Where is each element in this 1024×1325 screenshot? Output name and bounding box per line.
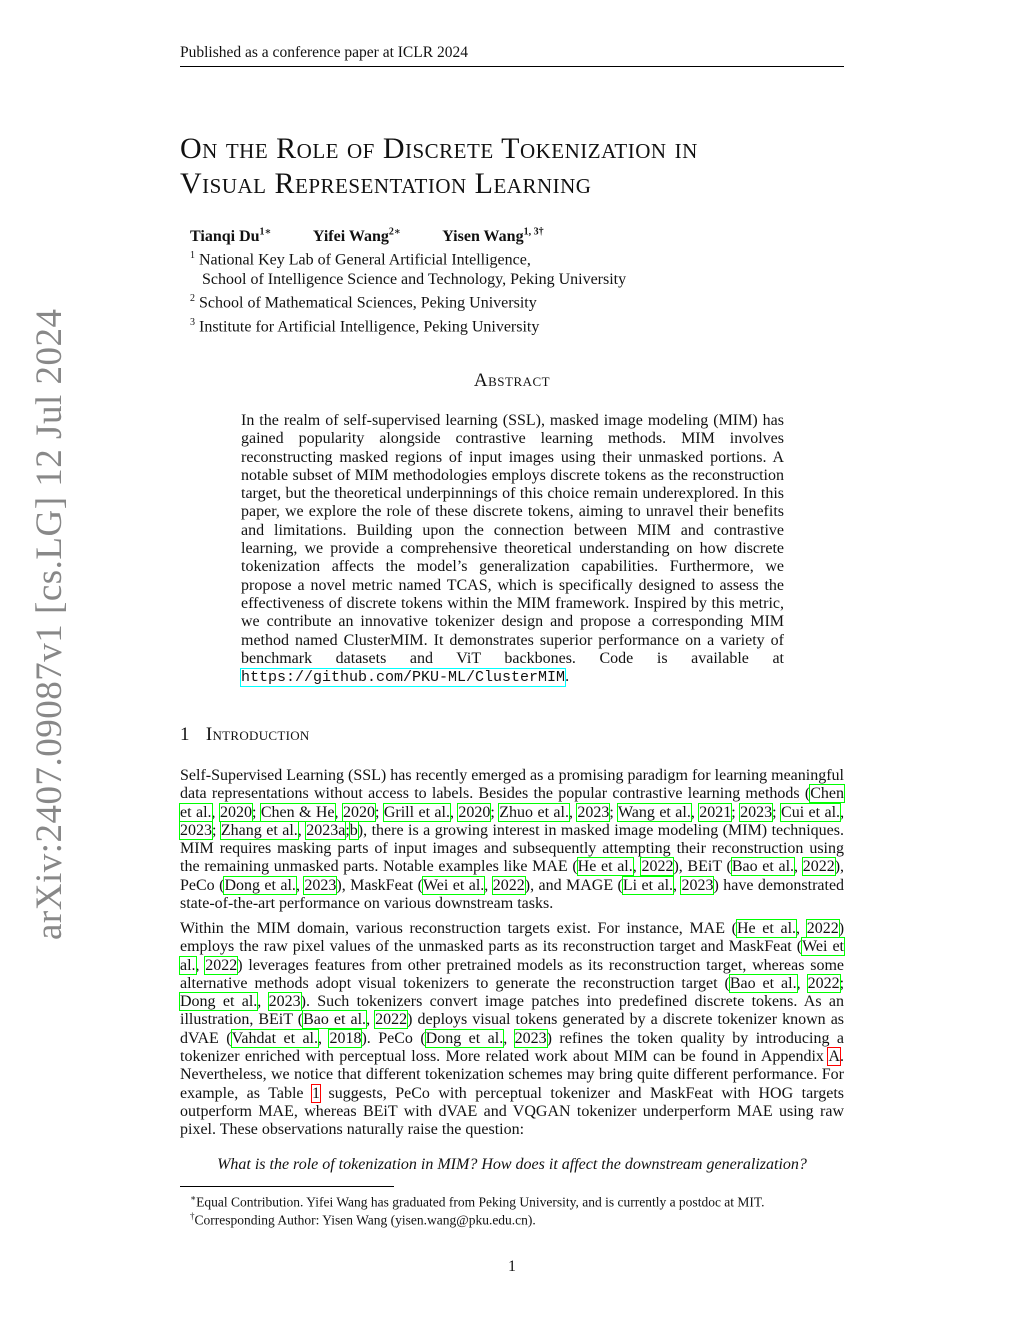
affiliations (190, 246, 850, 337)
citation-link[interactable]: Dong et al. (425, 1029, 504, 1047)
citation-link[interactable]: 2023 (268, 993, 301, 1011)
citation-link[interactable]: Cui et al. (781, 803, 841, 821)
table-link[interactable]: 1 (312, 1084, 320, 1102)
citation-link[interactable]: 2023 (180, 821, 212, 839)
affiliation-text: National Key Lab of General Artificial Intelligence, (199, 251, 531, 269)
affiliation-3 (190, 313, 850, 337)
abstract-body (241, 412, 784, 687)
citation-link[interactable]: 2023 (681, 876, 714, 894)
intro-paragraph-2: Within the MIM domain, various reconstruction targets exist. For instance, MAE (He et al., 2022) employs the raw pixel values of the unmasked parts as its reconstruction target and MaskFeat (Wei et al., 2022) leverages features from other pretrained models as its reconstruction target, whereas some alternative methods adopt visual tokenizers to generate the reconstruction target (Bao et al., 2022; Dong et al., 2023). Such tokenizers convert image patches into predefined discrete tokens. As an illustration, BEiT (Bao et al., 2022) deploys visual tokens generated by a discrete tokenizer known as dVAE (Vahdat et al., 2018). PeCo (Dong et al., 2023) refines the token quality by introducing a tokenizer enriched with perceptual loss. More related work about MIM can be found in Appendix A. Nevertheless, we notice that different tokenization schemes may bring quite different performance. For example, as Table 1 suggests, PeCo with perceptual tokenizer and MaskFeat with HOG targets outperform MAE, whereas BEiT with dVAE and VQGAN tokenizer underperform MAE using raw pixel. These observations naturally raise the question: (180, 920, 845, 1139)
footnote-mark: † (190, 1211, 195, 1221)
citation-link[interactable]: 2023 (577, 803, 610, 821)
arxiv-stamp: arXiv:2407.09087v1 [cs.LG] 12 Jul 2024 (29, 308, 70, 940)
citation-link[interactable]: Grill et al. (383, 803, 450, 821)
text: ) leverages features from other pretrained models as its reconstruction target, whereas some alternative methods adopt visual tokenizers to generate the reconstruction target ( (180, 956, 844, 992)
citation-link[interactable]: Wei et al. (180, 938, 844, 974)
citation-link[interactable]: 2023a (306, 821, 346, 839)
section-heading (180, 724, 310, 746)
citation-link[interactable]: 2020 (342, 803, 375, 821)
text: ), BEiT ( (673, 858, 732, 876)
citation-link[interactable]: b (349, 821, 358, 839)
title-line-2: Visual Representation Learning (180, 167, 592, 200)
running-header: Published as a conference paper at ICLR 2024 (180, 44, 844, 67)
citation-link[interactable]: Dong et al. (180, 993, 258, 1011)
abstract-text: In the realm of self-supervised learning (SSL), masked image modeling (MIM) has gained popularity alongside contrastive learning methods. MIM involves reconstructing masked regions of input images using their unmasked portions. A notable subset of MIM methodologies employs discrete tokens as the reconstruction target, but the theoretical underpinnings of this choice remain underexplored. In this paper, we explore the role of these discrete tokens, aiming to unravel their benefits and limitations. Building upon the connection between MIM and contrastive learning, we provide a comprehensive theoretical understanding on how discrete tokenization affects the model’s generalization capabilities. Furthermore, we propose a novel metric named TCAS, which is specifically designed to assess the effectiveness of discrete tokens within the MIM framework. Inspired by this metric, we contribute an innovative tokenizer design and propose a corresponding MIM method named ClusterMIM. It demonstrates superior performance on a variety of benchmark datasets and ViT backbones. Code is available at (241, 412, 784, 667)
affiliation-text: Institute for Artificial Intelligence, Peking University (199, 318, 540, 336)
research-question: What is the role of tokenization in MIM? How does it affect the downstream generalization? (217, 1156, 807, 1173)
text: ; (212, 821, 221, 839)
author-mark: 1∗ (259, 227, 272, 238)
abstract-end: . (565, 668, 570, 686)
footnote-mark: ∗ (190, 1193, 197, 1203)
text: Within the MIM domain, various reconstruction targets exist. For instance, MAE ( (180, 920, 737, 937)
abstract-heading: Abstract (473, 370, 551, 391)
citation-link[interactable]: 2022 (205, 956, 238, 974)
citation-link[interactable]: Chen et al. (180, 785, 844, 821)
citation-link[interactable]: 2022 (375, 1011, 408, 1029)
text: Self-Supervised Learning (SSL) has recently emerged as a promising paradigm for learning meaningful data representations without access to labels. Besides the popular contrastive learning methods ( (180, 767, 844, 803)
section-title: Introduction (205, 724, 310, 745)
author-mark: 1, 3† (523, 227, 544, 238)
text: ; (490, 803, 500, 821)
affiliation-mark: 3 (190, 316, 195, 328)
citation-link[interactable]: Bao et al. (303, 1011, 367, 1029)
text: ; (345, 821, 350, 839)
text: ), and MAGE ( (524, 876, 623, 894)
text: ) have demonstrated state-of-the-art performance on various downstream tasks. (180, 876, 845, 913)
text: ) employs the raw pixel values of the unmasked parts as its reconstruction target and MaskFeat ( (180, 920, 845, 956)
affiliation-text: School of Mathematical Sciences, Peking University (199, 294, 537, 312)
citation-link[interactable]: 2022 (807, 974, 840, 992)
text: . Nevertheless, we notice that different tokenization schemes may bring quite different performance. For example, as Table (180, 1048, 844, 1102)
citation-link[interactable]: 2021 (699, 803, 732, 821)
citation-link[interactable]: Dong et al. (224, 876, 296, 894)
affiliation-2 (190, 289, 850, 313)
author-3 (442, 228, 543, 245)
citation-link[interactable]: Bao et al. (729, 974, 797, 992)
footnote-rule (180, 1186, 394, 1187)
citation-link[interactable]: Vahdat et al. (231, 1029, 318, 1047)
text: ) refines the token quality by introducing a tokenizer enriched with perceptual loss. More related work about MIM can be found in Appendix (180, 1029, 845, 1066)
author-mark: 2∗ (388, 227, 401, 238)
affiliation-1 (190, 246, 850, 270)
text: ), PeCo ( (180, 858, 845, 894)
citation-link[interactable]: He et al. (736, 920, 797, 937)
affiliation-1-cont: School of Intelligence Science and Technology, Peking University (202, 270, 627, 288)
affiliation-mark: 1 (190, 250, 195, 261)
footnote-2 (190, 1208, 850, 1229)
section-number: 1 (180, 724, 190, 745)
citation-link[interactable]: 2018 (329, 1029, 362, 1047)
affiliation-mark: 2 (190, 293, 195, 305)
paper-title (180, 131, 844, 201)
author-1 (190, 228, 271, 245)
citation-link[interactable]: 2020 (219, 803, 252, 821)
title-line-1: On the Role of Discrete Tokenization in (180, 132, 698, 165)
text: ). PeCo ( (361, 1029, 426, 1047)
text: ; (839, 974, 845, 992)
citation-link[interactable]: 2022 (641, 858, 674, 876)
text: ; (374, 803, 384, 821)
text: ; (609, 803, 618, 821)
author-name: Yifei Wang (312, 228, 389, 246)
footnote-text: Corresponding Author: Yisen Wang (yisen.wang@pku.edu.cn). (194, 1212, 536, 1228)
citation-link[interactable]: Zhang et al. (220, 821, 298, 839)
citation-link[interactable]: 2022 (802, 858, 835, 876)
text: ). Such tokenizers convert image patches into predefined discrete tokens. As an illustration, BEiT ( (180, 993, 845, 1029)
code-link[interactable]: https://github.com/PKU-ML/ClusterMIM (241, 669, 566, 687)
citation-link[interactable]: 2022 (806, 920, 839, 937)
intro-paragraph-1: Self-Supervised Learning (SSL) has recently emerged as a promising paradigm for learning meaningful data representations without access to labels. Besides the popular contrastive learning methods (Chen et al., 2020; Chen & He, 2020; Grill et al., 2020; Zhuo et al., 2023; Wang et al., 2021; 2023; Cui et al., 2023; Zhang et al., 2023a;b), there is a growing interest in masked image modeling (MIM) techniques. MIM requires masking parts of input images and subsequently attempting their reconstruction using the remaining unmasked parts. Notable examples like MAE (He et al., 2022), BEiT (Bao et al., 2022), PeCo (Dong et al., 2023), MaskFeat (Wei et al., 2022), and MAGE (Li et al., 2023) have demonstrated state-of-the-art performance on various downstream tasks. (180, 767, 845, 913)
citation-link[interactable]: Wang et al. (617, 803, 691, 821)
citation-link[interactable]: 2022 (492, 876, 525, 894)
text: ; (731, 803, 741, 821)
page-number: 1 (508, 1258, 516, 1275)
citation-link[interactable]: Li et al. (622, 876, 674, 894)
text: suggests, PeCo with perceptual tokenizer and MaskFeat with HOG targets outperform MAE, whereas BEiT with dVAE and VQGAN tokenizer underperform MAE using raw pixel. These observations naturally raise the question: (180, 1084, 844, 1139)
citation-link[interactable]: 2023 (304, 876, 337, 894)
citation-link[interactable]: 2023 (740, 803, 773, 821)
citation-link[interactable]: 2023 (514, 1029, 547, 1047)
text: ), there is a growing interest in masked image modeling (MIM) techniques. MIM requires masking parts of input images and subsequently attempting their reconstruction using the remaining unmasked parts. Notable examples like MAE ( (180, 821, 844, 876)
author-name: Tianqi Du (190, 228, 260, 246)
author-list (190, 227, 582, 246)
author-name: Yisen Wang (442, 228, 524, 246)
text: ), MaskFeat ( (336, 876, 423, 894)
text: ; (251, 803, 261, 821)
citation-link[interactable]: Chen & He (260, 803, 335, 821)
citation-link[interactable]: Zhuo et al. (499, 803, 569, 821)
appendix-link[interactable]: A (828, 1048, 840, 1066)
citation-link[interactable]: He et al. (577, 858, 633, 876)
text: ; (772, 803, 782, 821)
citation-link[interactable]: Wei et al. (422, 876, 485, 894)
citation-link[interactable]: 2020 (458, 803, 491, 821)
text: ) deploys visual tokens generated by a discrete tokenizer known as dVAE ( (180, 1011, 845, 1047)
footnote-text: Equal Contribution. Yifei Wang has graduated from Peking University, and is currently a postdoc at MIT. (196, 1194, 765, 1210)
author-2 (313, 228, 401, 245)
citation-link[interactable]: Bao et al. (731, 858, 795, 876)
